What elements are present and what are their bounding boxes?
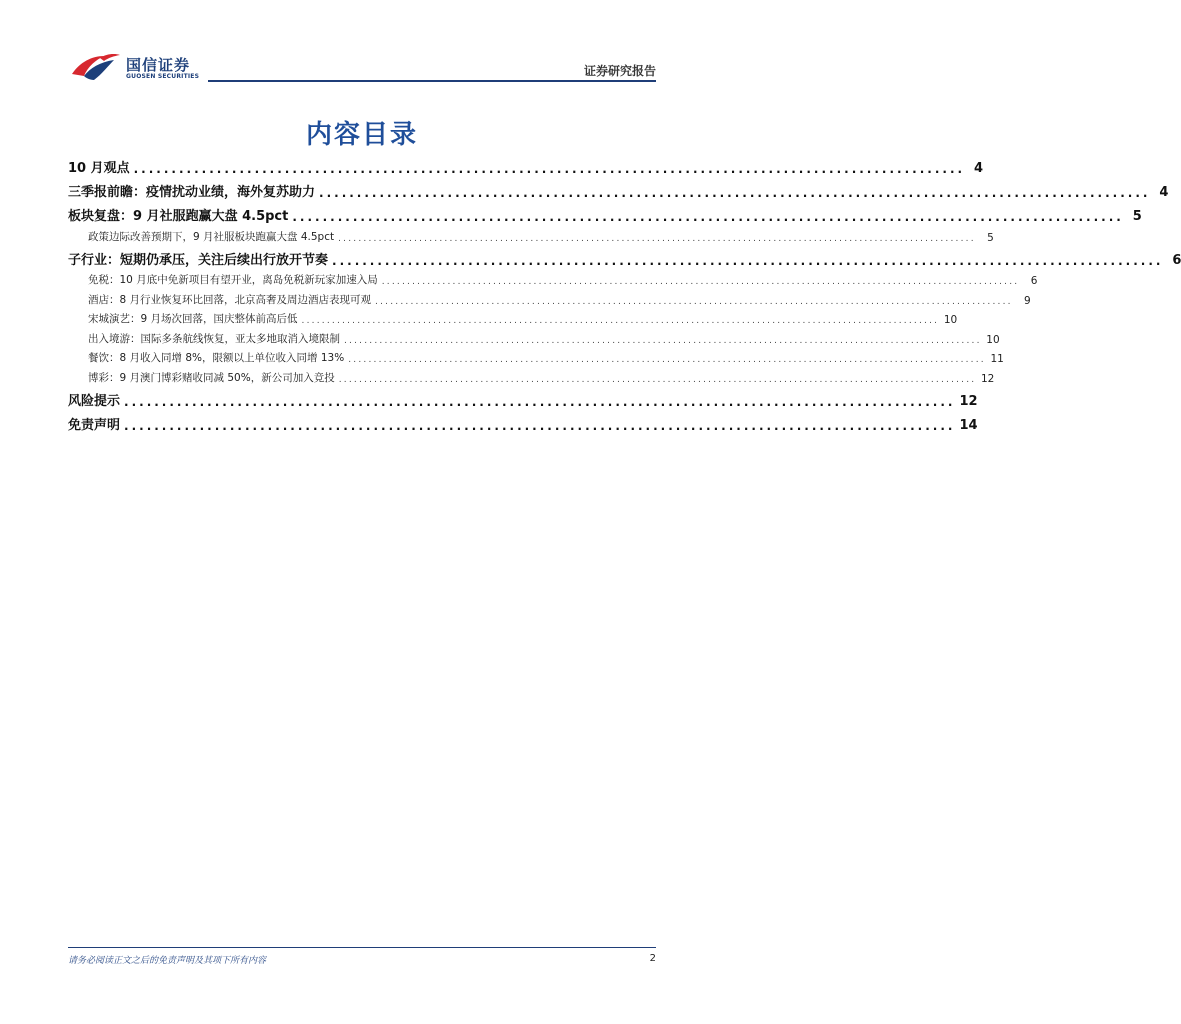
- toc-leader-dots: ..............................................................................................................: [124, 394, 956, 409]
- toc-leader-dots: ..............................................................................................................................: [381, 277, 1020, 287]
- toc-entry-label: 免责声明: [68, 417, 121, 433]
- toc-leader-dots: ..............................................................................................................: [319, 186, 1151, 200]
- toc-entry-label: 宋城演艺：9 月场次回落，国庆整体前高后低: [88, 313, 298, 325]
- toc-entry-page: 6: [1030, 275, 1038, 287]
- toc-entry[interactable]: [68, 409, 978, 433]
- toc-entry-label: 政策边际改善预期下，9 月社服板块跑赢大盘 4.5pct: [88, 230, 335, 243]
- toc-leader-dots: ..............................................................................................................................: [348, 355, 986, 365]
- toc-entry-label: 风险提示: [68, 393, 121, 409]
- toc-leader-dots: ..............................................................................................................................: [301, 316, 940, 326]
- toc-entry-page: 5: [987, 231, 994, 244]
- toc-entry-label: 三季报前瞻：疫情扰动业绩，海外复苏助力: [68, 185, 316, 200]
- toc-leader-dots: ..............................................................................................................................: [338, 374, 977, 385]
- toc-entry-page: 5: [1132, 209, 1142, 224]
- toc-entry-page: 12: [981, 372, 995, 385]
- guosen-logo-icon: [70, 52, 122, 82]
- toc-entry-page: 12: [959, 393, 978, 409]
- toc-subentry[interactable]: [68, 268, 1038, 288]
- toc-entry[interactable]: [68, 200, 1142, 224]
- toc-entry-page: 4: [1159, 185, 1169, 200]
- company-name-en: GUOSEN SECURITIES: [126, 73, 200, 80]
- toc-entry-page: 11: [990, 353, 1004, 365]
- footer-divider: [68, 947, 656, 948]
- toc-entry-label: 酒店：8 月行业恢复环比回落，北京高奢及周边酒店表现可观: [88, 293, 372, 306]
- toc-entry[interactable]: [68, 244, 1181, 268]
- toc-entry-label: 子行业：短期仍承压，关注后续出行放开节奏: [68, 252, 329, 268]
- toc-entry-page: 10: [986, 333, 1000, 346]
- toc-leader-dots: ..............................................................................................................: [133, 162, 966, 176]
- toc-entry-label: 出入境游：国际多条航线恢复，亚太多地取消入境限制: [88, 332, 340, 345]
- header-divider: [208, 80, 656, 82]
- toc-entry-page: 10: [943, 314, 958, 326]
- toc-entry-page: 6: [1172, 252, 1181, 268]
- toc-leader-dots: ..............................................................................................................: [124, 418, 956, 433]
- toc-entry-label: 博彩：9 月澳门博彩赌收同减 50%，新公司加入竞投: [88, 371, 335, 384]
- toc-subentry[interactable]: [68, 287, 1031, 307]
- page-number: 2: [649, 953, 656, 964]
- footer-disclaimer: 请务必阅读正文之后的免责声明及其项下所有内容: [68, 956, 267, 966]
- toc-entry-label: 免税：10 月底中免新项目有望开业，离岛免税新玩家加速入局: [88, 274, 378, 286]
- toc-entry-label: 10 月观点: [68, 161, 130, 176]
- toc-entry[interactable]: [68, 152, 984, 176]
- toc-subentry[interactable]: [68, 326, 1000, 346]
- toc-subentry[interactable]: [68, 346, 1004, 366]
- table-of-contents: [68, 152, 1181, 433]
- company-name-cn: 国信证券: [126, 56, 191, 74]
- toc-leader-dots: ..............................................................................................................................: [344, 335, 982, 346]
- toc-leader-dots: ..............................................................................................................: [332, 253, 1164, 268]
- guosen-logo: [70, 50, 205, 86]
- toc-title: 内容目录: [305, 120, 418, 150]
- toc-entry-label: 餐饮：8 月收入同增 8%，限额以上单位收入同增 13%: [88, 352, 345, 364]
- toc-entry[interactable]: [68, 385, 978, 409]
- page-header: [0, 0, 724, 90]
- toc-subentry[interactable]: [68, 307, 958, 327]
- toc-entry-page: 9: [1024, 294, 1031, 307]
- toc-subentry[interactable]: [68, 224, 994, 244]
- toc-leader-dots: ..............................................................................................................................: [375, 296, 1013, 307]
- report-type-label: 证券研究报告: [583, 64, 656, 78]
- toc-leader-dots: ..............................................................................................................................: [338, 233, 976, 244]
- toc-subentry[interactable]: [68, 365, 995, 385]
- toc-entry[interactable]: [68, 176, 1169, 200]
- toc-entry-page: 4: [974, 161, 984, 176]
- toc-entry-page: 14: [959, 417, 978, 433]
- toc-entry-label: 板块复盘：9 月社服跑赢大盘 4.5pct: [68, 209, 289, 224]
- toc-leader-dots: ..............................................................................................................: [292, 210, 1124, 224]
